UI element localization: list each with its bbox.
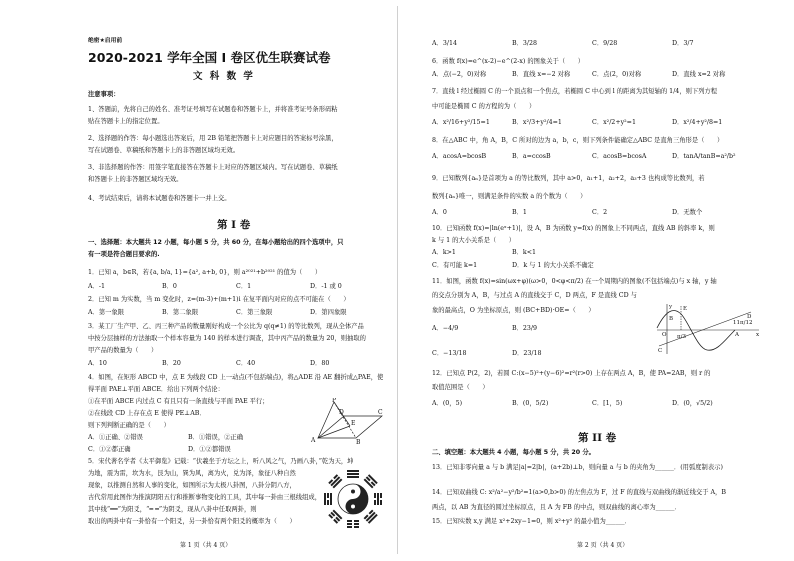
option-a: A．3/14 [432,40,457,47]
bagua-figure [322,468,384,530]
label-b: B [356,439,361,444]
notice-line: 4、考试结束后，请将本试题卷和答题卡一并上交。 [88,195,231,202]
label-11pi12: 11π/12 [733,320,753,326]
option-b: B．23/9 [512,325,538,332]
label-e: E [683,306,688,312]
question-7-line: 7．直线 l 经过椭圆 C 的一个顶点和一个焦点，若椭圆 C 中心到 l 的距离为其短轴的 1/4，则下列方程 [432,88,718,95]
part-heading: 二、填空题：本大题共 4 小题，每小题 5 分，共 20 分。 [432,449,595,456]
option-c: C．1 [236,283,252,290]
option-d: D．第四象限 [310,309,347,316]
option-b: B．直线 x=−2 对称 [512,71,571,78]
question-12-line: 12．已知点 P(2，2)，若圆 C:(x−5)²+(y−6)²=r²(r>0) 上存在两点 A，B，使 PA=2AB，则 r 的 [432,370,711,377]
option-a: A．①正确、②错误 [88,434,143,441]
fold-figure [308,398,386,444]
option-a: A．−4/9 [432,325,459,332]
question-11-line: 象的最高点，O 为坐标原点，则 (BC+BD)·OE=（ ） [432,307,595,314]
option-c: C．acosB=bcosA [592,153,647,160]
question-4-line: 得平面 PAE⊥平面 ABCE．给出下列两个结论： [88,386,224,393]
question-15: 15．已知实数 x,y 满足 x²+2xy−1=0，则 x²+y² 的最小值为______． [432,518,631,525]
option-b: B．x²/3+y²/4=1 [512,119,562,126]
page-footer: 第 1 页（共 4 页） [180,542,232,549]
question-4-line: ①在平面 ABCE 内过点 C 有且只有一条直线与平面 PAE 平行； [88,398,269,405]
option-a: A．k>1 [432,249,456,256]
option-c: C．2 [592,209,608,216]
label-d: D [747,314,752,320]
option-c: C．9/28 [592,40,618,47]
option-b: B．(0，5/2) [512,400,549,407]
option-a: A．x²/16+y²/15=1 [432,119,490,126]
exam-title: 2020-2021 学年全国 I 卷区优生联赛试卷 [88,50,331,65]
question-13: 13．已知非零向量 a 与 b 满足|a|=2|b|，(a+2b)⊥b，则向量 a 与 b 的夹角为______．(用弧度制表示) [432,464,723,471]
option-a: A．10 [88,360,107,367]
question-7-line: 中可能是椭圆 C 的方程的为（ ） [432,103,536,110]
option-d: D．3/7 [672,40,694,47]
option-c: C．点(2，0)对称 [592,71,642,78]
question-5-line: 其中线“━━”为阳爻，“━ ━”为阴爻，现从八卦中任取两卦，则 [88,506,257,513]
label-x: x [756,332,760,338]
label-e: E [351,420,356,427]
option-a: A．点(−2，0)对称 [432,71,487,78]
question-3-line: 3．某工厂生产甲、乙、丙三种产品的数量刚好构成一个公比为 q(q≠1) 的等比数列，现从全体产品 [88,323,364,330]
question-5-line: 为地，震为雷，坎为水，艮为山，巽为风，离为火，兑为泽，象征八种自然 [88,470,296,477]
option-c: C．①②都正确 [88,446,131,453]
page-footer: 第 2 页（共 4 页） [577,542,629,549]
notice-line: 贴在答题卡上的指定位置。 [88,118,164,125]
label-pi3: π/3 [677,334,686,340]
option-c: C．[1，5) [592,400,623,407]
page-2 [397,0,794,561]
part-heading: 有一项是符合题目要求的. [88,251,160,258]
exam-subject: 文 科 数 学 [193,71,255,82]
option-b: B．a=ccosB [512,153,551,160]
option-c: C．有可能 k=1 [432,262,478,269]
option-a: A．-1 [88,283,105,290]
option-d: D．80 [310,360,330,367]
label-d: D [339,409,344,416]
option-d: D．-1 或 0 [310,283,342,290]
question-5-line: 5．宋代著名学者《太平御览》记载：“伏羲坐于方坛之上，听八风之气，乃画八卦，”乾为天，坤 [88,458,354,465]
option-b: B．①错误，②正确 [188,434,244,441]
option-c: C．x²/2+y²=1 [592,119,636,126]
option-b: B．3/28 [512,40,538,47]
section-title-2: 第 II 卷 [578,432,617,444]
question-12-line: 取值范围是（ ） [432,384,489,391]
question-4-line: ②在线段 CD 上存在点 E 使得 PE⊥AB． [88,410,206,417]
notice-line: 和答题卡上的非答题区域均无效。 [88,176,183,183]
option-d: D．tanA/tanB=a²/b² [672,153,736,160]
option-c: C．40 [236,360,256,367]
notice-line: 2、选择题的作答：每小题选出答案后，用 2B 铅笔把答题卡上对应题目的答案标号涂黑， [88,135,338,142]
question-4-line: 4．如图，在矩形 ABCD 中，点 E 为线段 CD 上一动点(不包括端点)，将△ADE 沿 AE 翻折成△PAE，使 [88,374,384,381]
question-5-line: 现象，以推测自然和人事的变化，如图所示为太极八卦图，八卦分阴八方， [88,482,296,489]
question-3-line: 甲产品的数量为（ ） [88,347,158,354]
question-9-line: 9．已知数列{aₙ}是首项为 a 的等比数列，其中 a>0，a₁+1，a₂+2，a₃+3 也构成等比数列，若 [432,175,705,182]
part-heading: 一、选择题：本大题共 12 小题，每小题 5 分，共 60 分，在每小题给出的四个选项中，只 [88,239,344,246]
option-c: C．−13/18 [432,350,467,357]
option-b: B．20 [162,360,181,367]
label-b: B [669,316,674,322]
label-c: C [378,409,383,416]
option-b: B．第二象限 [162,309,199,316]
option-d: D．k 与 1 的大小关系不确定 [512,262,594,269]
option-d: D．无数个 [672,209,703,216]
question-14-line: 14．已知双曲线 C: x²/a²−y²/b²=1(a>0,b>0) 的左焦点为 F，过 F 的直线与双曲线的渐近线交于 A，B [432,489,726,496]
sine-graph [655,302,763,356]
option-a: A．0 [432,209,447,216]
question-1: 1．已知 a，b∈R，若{a, b/a, 1}={a², a+b, 0}，则 a²⁰²¹+b²⁰²¹ 的值为（ ） [88,269,322,276]
notice-line: 3、非选择题的作答：用签字笔直接答在答题卡上对应的答题区域内。写在试题卷、草稿纸 [88,164,338,171]
question-4-line: 则下列判断正确的是（ ） [88,422,170,429]
question-10-line: 10．已知函数 f(x)=|ln(eˣ+1)|，设 A，B 为函数 y=f(x) 的图象上不同两点，直线 AB 的斜率 k，则 [432,225,715,232]
label-o: O [662,332,667,338]
option-b: B．k<1 [512,249,537,256]
question-10-line: k 与 1 的大小关系是（ ） [432,237,516,244]
notice-line: 写在试题卷、草稿纸和答题卡上的非答题区域均无效。 [88,147,240,154]
option-d: D．直线 x=2 对称 [672,71,726,78]
secret-label: 绝密★启用前 [88,38,123,44]
section-title-1: 第 I 卷 [217,219,251,231]
option-d: D．x²/4+y²/8=1 [672,119,723,126]
question-14-line: 两点，以 AB 为直径的圆过坐标原点，且 A 为 FB 的中点，则双曲线的离心率为______． [432,504,681,511]
option-d: D．①②都错误 [188,446,231,453]
question-6: 6．函数 f(x)=e^(x-2)−e^(2-x) 的图象关于（ ） [432,58,585,65]
question-9-line: 数列{aₙ}唯一，则满足条件的实数 a 的个数为（ ） [432,193,587,200]
question-5-line: 取出的两卦中有一卦恰有一个阳爻，另一卦恰有两个阳爻的概率为（ ） [88,518,296,525]
label-a: A [311,437,316,444]
question-5-line: 古代常用此图作为推演阴阳五行和推断事物变化的工具，其中每一卦由三根线组成， [88,494,321,501]
question-2: 2．已知 m 为实数，当 m 变化时，z=(m-3)+(m+1)i 在复平面内对应的点不可能在（ ） [88,296,350,303]
option-b: B．0 [162,283,177,290]
option-a: A．(0，5) [432,400,463,407]
question-3-line: 中按分层抽样的方法抽取一个样本容量为 140 的样本进行调查，其中丙产品的数量为 20，则抽取的 [88,335,366,342]
question-8: 8．在△ABC 中，角 A，B，C 所对的边为 a，b，c，则下列条件能确定△ABC 是直角三角形是（ ） [432,137,724,144]
option-d: D．(0，√5/2) [672,400,713,407]
label-y: y [669,304,673,310]
notice-heading: 注意事项： [88,91,120,98]
option-b: B．1 [512,209,527,216]
option-a: A．第一象限 [88,309,125,316]
option-d: D．23/18 [512,350,542,357]
label-a: A [735,332,739,338]
question-11-line: 的交点分别为 A，B，与过点 A 的直线交于 C，D 两点，F 是直线 CD 与 [432,292,637,299]
question-11-line: 11．如图，函数 f(x)=sin(ωx+φ)(ω>0，0<φ<π/2) 在一个周期内的图象(不包括端点)与 x 轴，y 轴 [432,278,717,285]
option-c: C．第三象限 [236,309,273,316]
option-a: A．acosA=bcosB [432,153,487,160]
label-p: P [332,398,337,404]
notice-line: 1、答题前，先将自己的姓名、准考证号填写在试题卷和答题卡上，并将准考证号条形码粘 [88,106,338,113]
label-c: C [658,348,663,354]
